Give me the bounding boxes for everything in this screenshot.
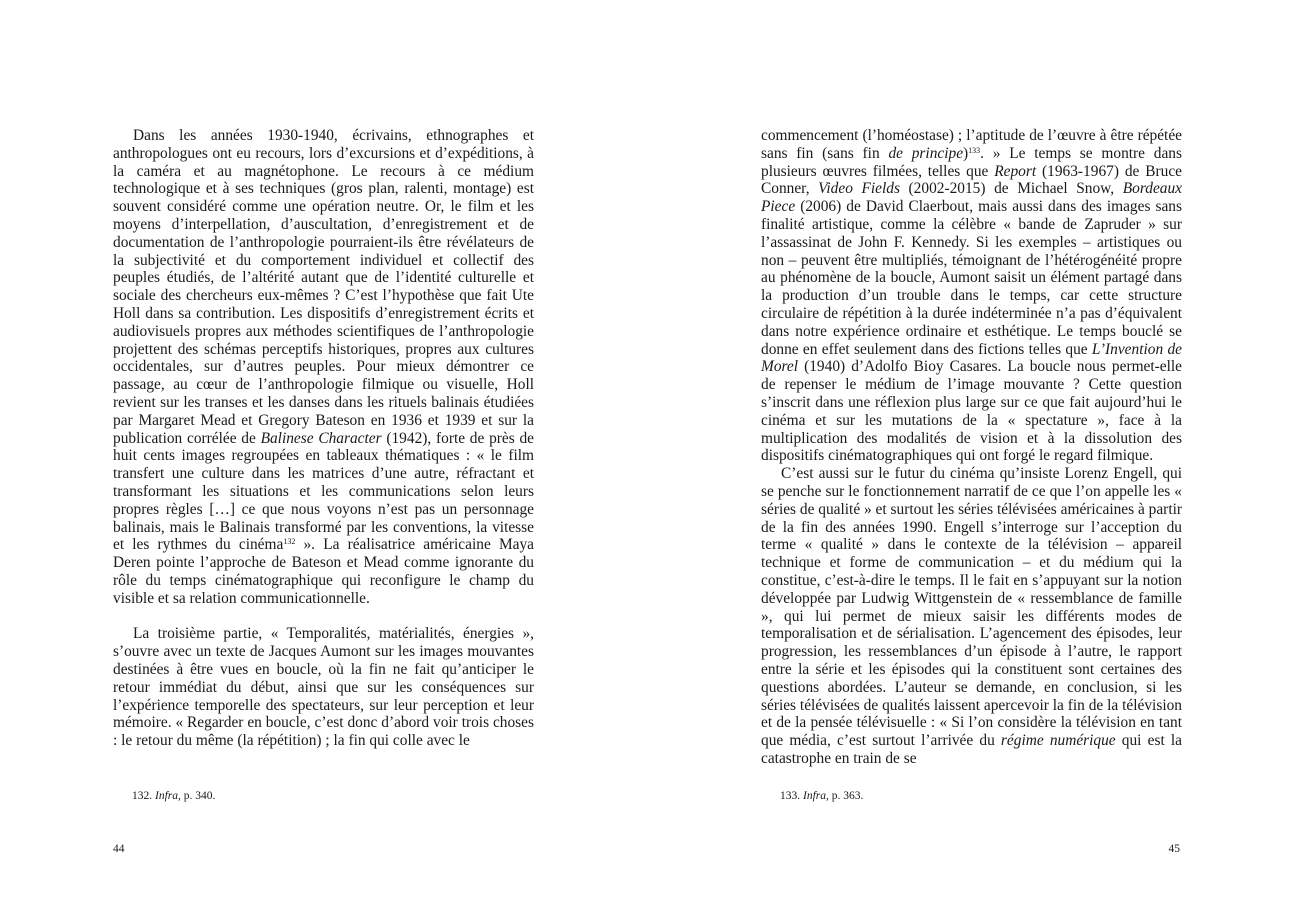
text-run: La troisième partie, « Temporalités, matérialités, énergies », s’ouvre avec un texte de Jacques Aumont sur les images mouvantes destinées à être vues en boucle, où la fin ne fait qu’anticiper le retour immédiat du début, ainsi que sur les conséquences sur l’expérience temporelle des spectateurs, sur leur perception et leur mémoire. « Regarder en boucle, c’est donc d’abord voir trois choses : le retour du même (la répétition) ; la fin qui colle avec le [113, 625, 534, 750]
paragraph [113, 127, 534, 608]
text-run: , p. 340. [178, 790, 216, 802]
text-run: (1942), forte de près de huit cents images regroupées en tableaux thématiques : « le film transfert une culture dans les matrices d’une autre, réfractant et transformant les situations et les communications selon leurs propres règles […] ce que nous voyons n’est pas un personnage balinais, mais le Balinais transformé par les conventions, la vitesse et les rythmes du cinéma [113, 429, 534, 554]
text-run: commencement (l’homéostase) ; l’aptitude de l’œuvre à être répétée sans fin (sans fin [761, 127, 1182, 162]
italic-run: Infra [155, 790, 178, 802]
text-run: (2002-2015) de Michael Snow, [899, 180, 1123, 198]
footnote-ref: 133 [968, 145, 981, 155]
paragraph [761, 127, 1182, 465]
italic-run: Infra [803, 790, 826, 802]
italic-run: L’Invention de Morel [761, 340, 1183, 376]
text-run: (2006) de David Claerbout, mais aussi dans des images sans finalité artistique, comme la célèbre « bande de Zapruder » sur l’assassinat de John F. Kennedy. Si les exemples – artistiques ou non – peuvent être multipliés, témoignant de l’hétérogénéité propre au phénomène de la boucle, Aumont saisit un élément partagé dans la production d’un trouble dans le temps, car cette structure circulaire de répétition à la durée indéterminée n’a pas d’équivalent dans notre expérience ordinaire et esthétique. Le temps bouclé se donne en effet seulement dans des fictions telles que [761, 198, 1182, 358]
italic-run: de principe [888, 144, 964, 162]
footnote-ref: 132 [283, 537, 296, 547]
text-run: , p. 363. [826, 790, 864, 802]
text-run: qui est la catastrophe en train de se [761, 732, 1182, 767]
text-run: C’est aussi sur le futur du cinéma qu’insiste Lorenz Engell, qui se penche sur le fonctionnement narratif de ce que l’on appelle les « séries de qualité » et surtout les séries télévisées américaines à partir de la fin des années 1990. Engell s’interroge sur l’acception du terme « qualité » dans le contexte de la télévision – appareil technique et forme de communication – et du médium qui la constitue, c’est-à-dire le temps. Il le fait en s’appuyant sur la notion développée par Ludwig Wittgenstein de « ressemblance de famille », qui lui permet de mieux saisir les différents modes de temporalisation et de sérialisation. L’agencement des épisodes, leur progression, les ressemblances d’un épisode à l’autre, le rapport entre la série et les épisodes qui la constituent sont certaines des questions abordées. L’auteur se demande, en conclusion, si les séries télévisées de qualités laissent apercevoir la fin de la télévision et de la pensée télévisuelle : « Si l’on considère la télévision en tant que média, c’est surtout l’arrivée du [761, 465, 1182, 750]
left-page [0, 0, 646, 913]
italic-run: régime numérique [1000, 732, 1116, 750]
page-number: 44 [113, 843, 125, 855]
text-run: 132. [132, 790, 155, 802]
italic-run: Report [994, 162, 1037, 180]
text-run: (1963-1967) de Bruce Conner, [761, 162, 1182, 198]
text-run: Dans les années 1930-1940, écrivains, ethnographes et anthropologues ont eu recours, lors d’excursions et d’expéditions, à la caméra et au magnétophone. Le recours à ce médium technologique et à ses techniques (gros plan, ralenti, montage) est souvent considéré comme une opération neutre. Or, le film et les moyens d’interpellation, d’auscultation, d’enregistrement et de documentation de l’anthropologie pourraient-ils être révélateurs de la subjectivité et du comportement individuel et collectif des peuples étudiés, de l’altérité autant que de l’identité culturelle et sociale des chercheurs eux-mêmes ? C’est l’hypothèse que fait Ute Holl dans sa contribution. Les dispositifs d’enregistrement écrits et audiovisuels propres aux méthodes scientifiques de l’anthropologie projettent des schémas perceptifs historiques, propres aux cultures occidentales, sur d’autres peuples. Pour mieux démontrer ce passage, au cœur de l’anthropologie filmique ou visuelle, Holl revient sur les transes et les danses dans les rituels balinais étudiées par Margaret Mead et Gregory Bateson en 1936 et 1939 et sur la publication corrélée de [113, 127, 534, 447]
italic-run: Balinese Character [260, 429, 382, 447]
page-number: 45 [1168, 843, 1180, 855]
text-run: 133. [780, 790, 803, 802]
text-run: . » Le temps se montre dans plusieurs œuvres filmées, telles que [761, 144, 1182, 180]
text-run: ». La réalisatrice américaine Maya Deren pointe l’approche de Bateson et Mead comme ignorante du rôle du temps cinématographique qui reconfigure le champ du visible et sa relation communicationnelle. [113, 536, 534, 607]
left-body-text [113, 127, 534, 750]
text-run: (1940) d’Adolfo Bioy Casares. La boucle nous permet-elle de repenser le médium de l’image mouvante ? Cette question s’inscrit dans une réflexion plus large sur ce que fait aujourd’hui le cinéma et sur les mutations de la « spectature », face à la multiplication des modalités de vision et à la dissolution des dispositifs cinématographiques qui ont forgé le regard filmique. [761, 358, 1182, 465]
footnote [132, 789, 215, 803]
paragraph [113, 625, 534, 750]
paragraph [761, 465, 1182, 768]
footnote [780, 789, 863, 803]
right-page [647, 0, 1293, 913]
text-run: ) [963, 144, 969, 162]
italic-run: Video Fields [818, 180, 900, 198]
italic-run: Bordeaux Piece [761, 180, 1183, 216]
right-body-text [761, 127, 1182, 768]
